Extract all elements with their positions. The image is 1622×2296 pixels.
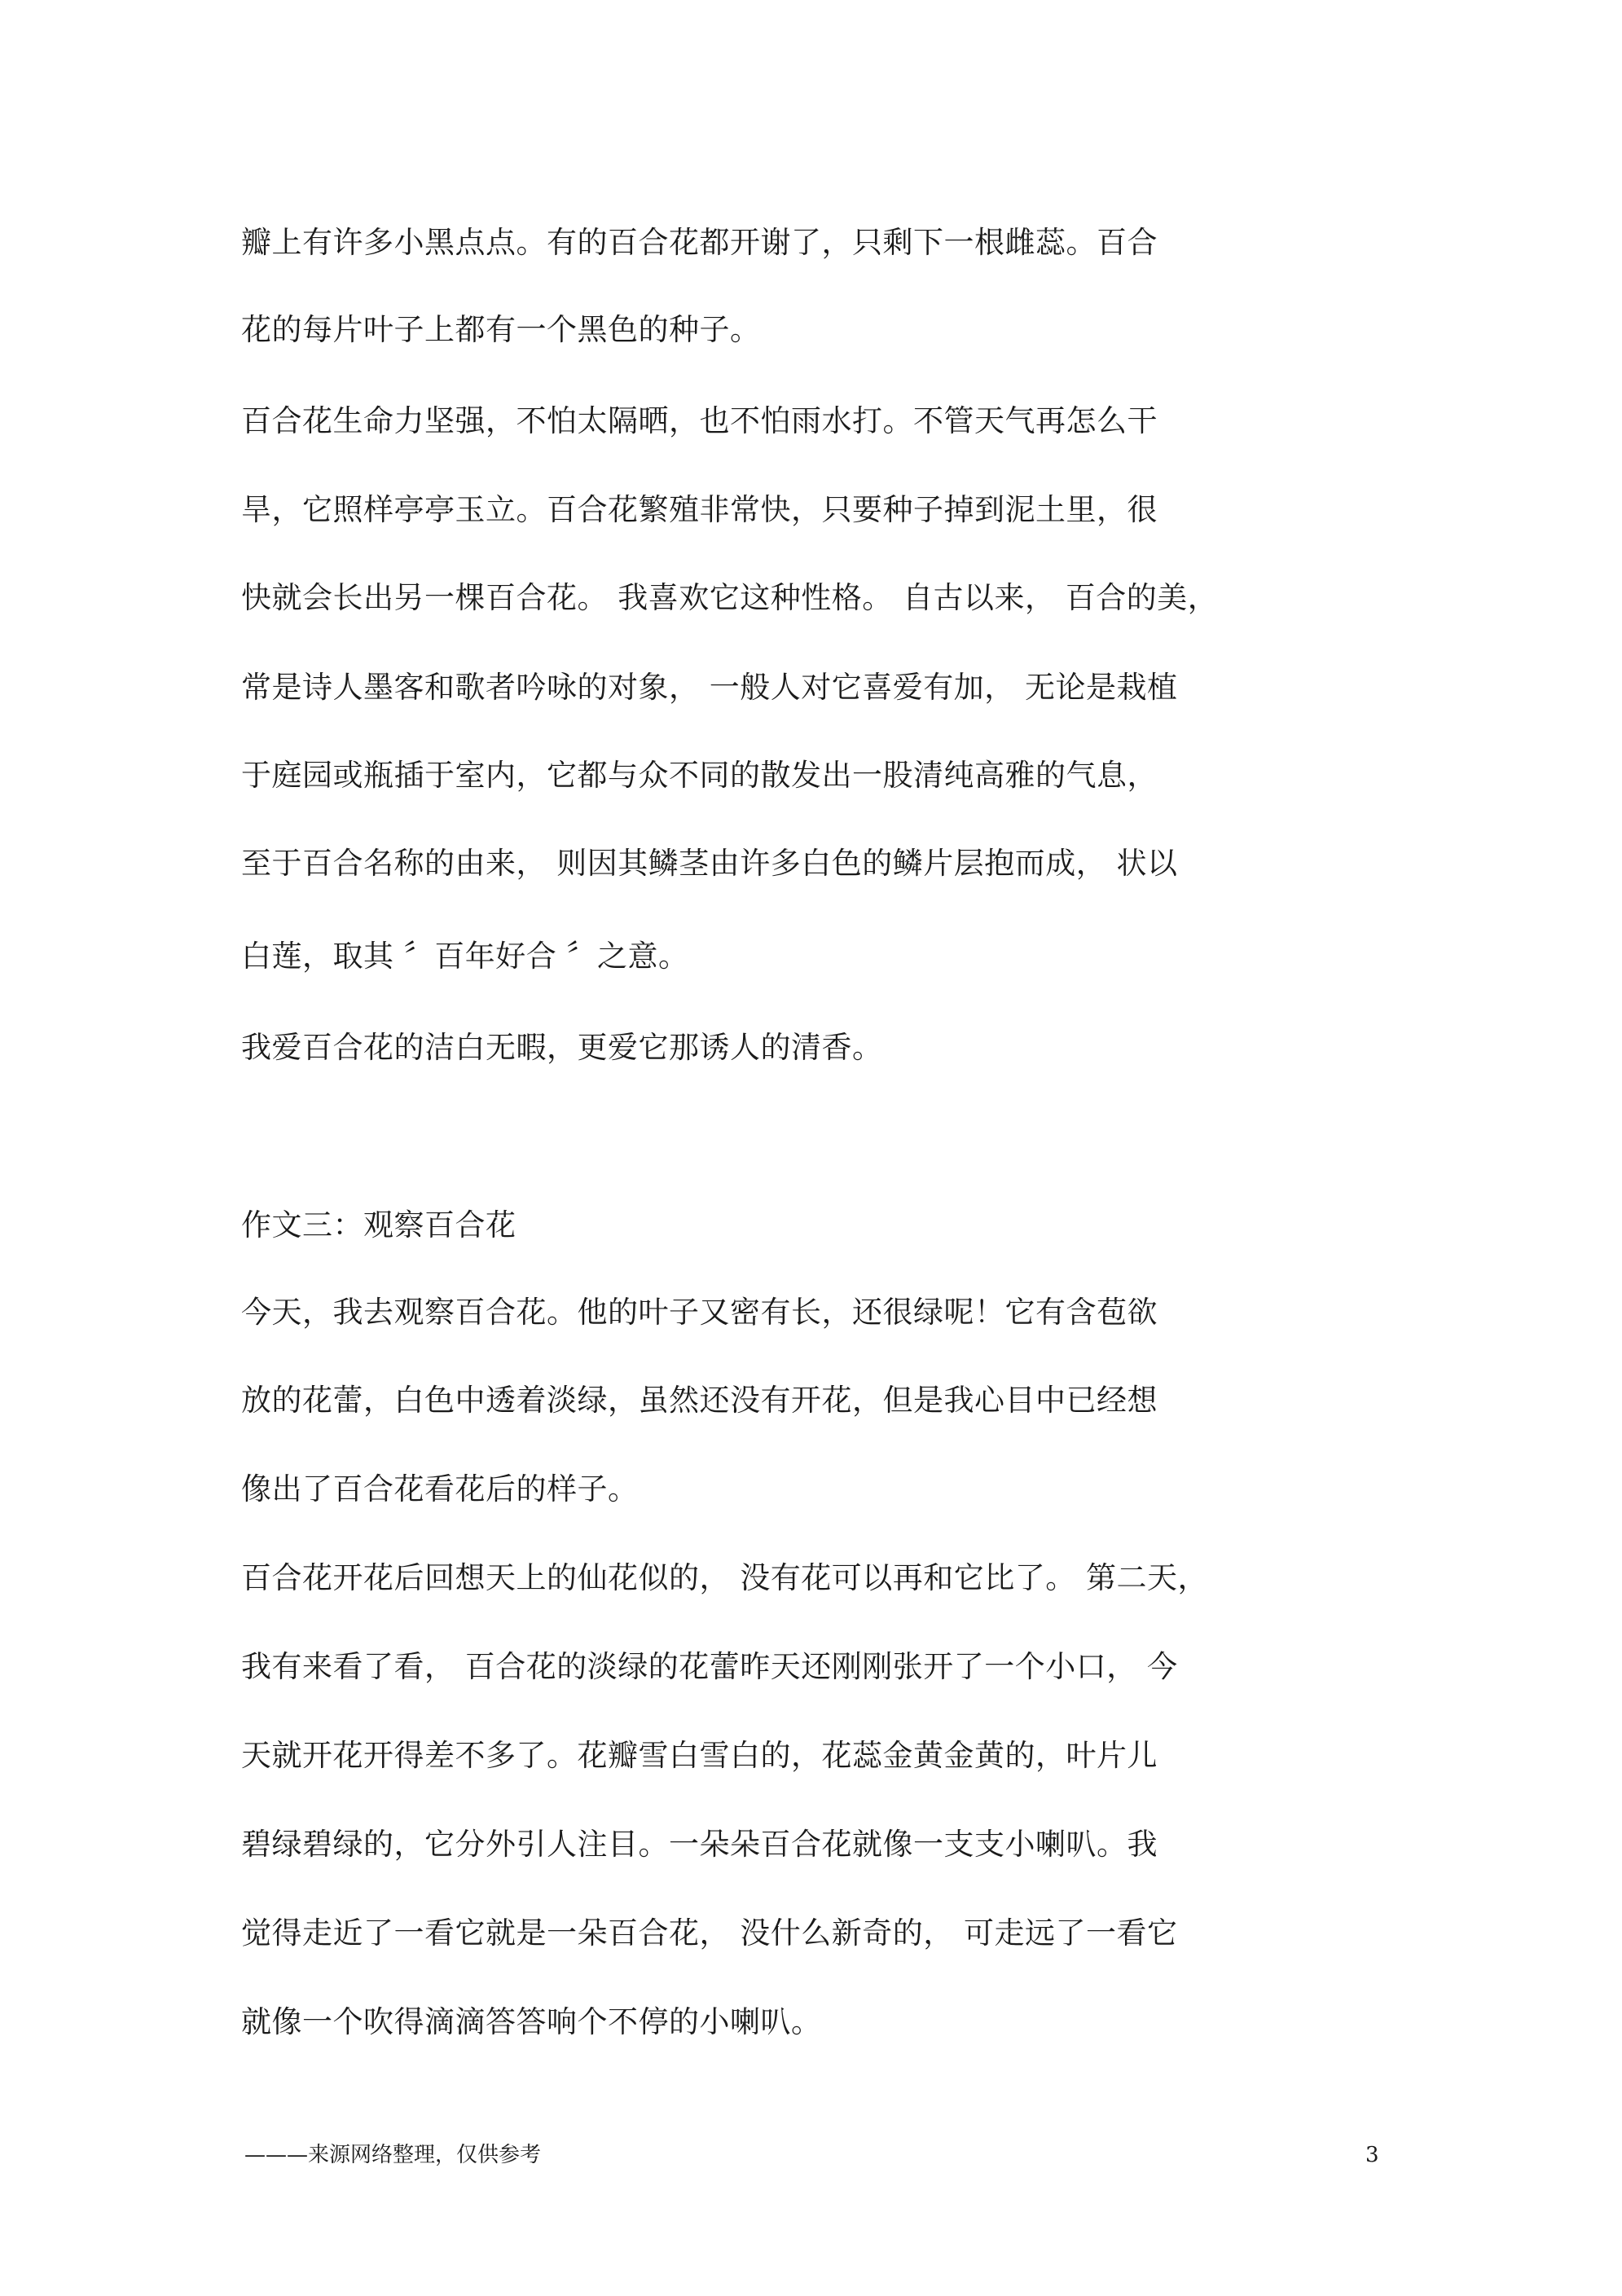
body-line: 我有来看了看， 百合花的淡绿的花蕾昨天还刚刚张开了一个小口， 今 xyxy=(241,1649,1178,1684)
body-line: 白莲，取其 〞百年好合 〞之意。 xyxy=(241,939,689,974)
body-line: 像出了百合花看花后的样子。 xyxy=(241,1471,639,1506)
body-line: 就像一个吹得滴滴答答响个不停的小喇叭。 xyxy=(241,2004,822,2039)
body-line: 今天，我去观察百合花。他的叶子又密有长，还很绿呢！它有含苞欲 xyxy=(241,1295,1158,1330)
page-number: 3 xyxy=(1365,2143,1379,2167)
body-line: 碧绿碧绿的，它分外引人注目。一朵朵百合花就像一支支小喇叭。我 xyxy=(241,1827,1158,1862)
body-line: 常是诗人墨客和歌者吟咏的对象， 一般人对它喜爱有加， 无论是栽植 xyxy=(241,670,1178,705)
body-line: 快就会长出另一棵百合花。 我喜欢它这种性格。 自古以来， 百合的美， xyxy=(241,580,1219,615)
body-line: 至于百合名称的由来， 则因其鳞茎由许多白色的鳞片层抱而成， 状以 xyxy=(241,846,1178,881)
body-line: 百合花开花后回想天上的仙花似的， 没有花可以再和它比了。 第二天， xyxy=(241,1560,1209,1595)
footer-source-note: ———来源网络整理，仅供参考 xyxy=(244,2143,542,2167)
body-line: 旱，它照样亭亭玉立。百合花繁殖非常快，只要种子掉到泥土里，很 xyxy=(241,492,1158,527)
body-line: 花的每片叶子上都有一个黑色的种子。 xyxy=(241,312,761,347)
body-line: 我爱百合花的洁白无暇，更爱它那诱人的清香。 xyxy=(241,1030,883,1065)
body-line: 天就开花开得差不多了。花瓣雪白雪白的，花蕊金黄金黄的，叶片儿 xyxy=(241,1738,1158,1773)
body-line: 瓣上有许多小黑点点。有的百合花都开谢了，只剩下一根雌蕊。百合 xyxy=(241,225,1158,260)
body-line: 百合花生命力坚强，不怕太隔晒，也不怕雨水打。不管天气再怎么干 xyxy=(241,403,1158,438)
body-line: 放的花蕾，白色中透着淡绿，虽然还没有开花，但是我心目中已经想 xyxy=(241,1383,1158,1418)
section-title: 作文三：观察百合花 xyxy=(241,1207,516,1243)
body-line: 觉得走近了一看它就是一朵百合花， 没什么新奇的， 可走远了一看它 xyxy=(241,1916,1178,1951)
body-line: 于庭园或瓶插于室内，它都与众不同的散发出一股清纯高雅的气息， xyxy=(241,758,1158,793)
